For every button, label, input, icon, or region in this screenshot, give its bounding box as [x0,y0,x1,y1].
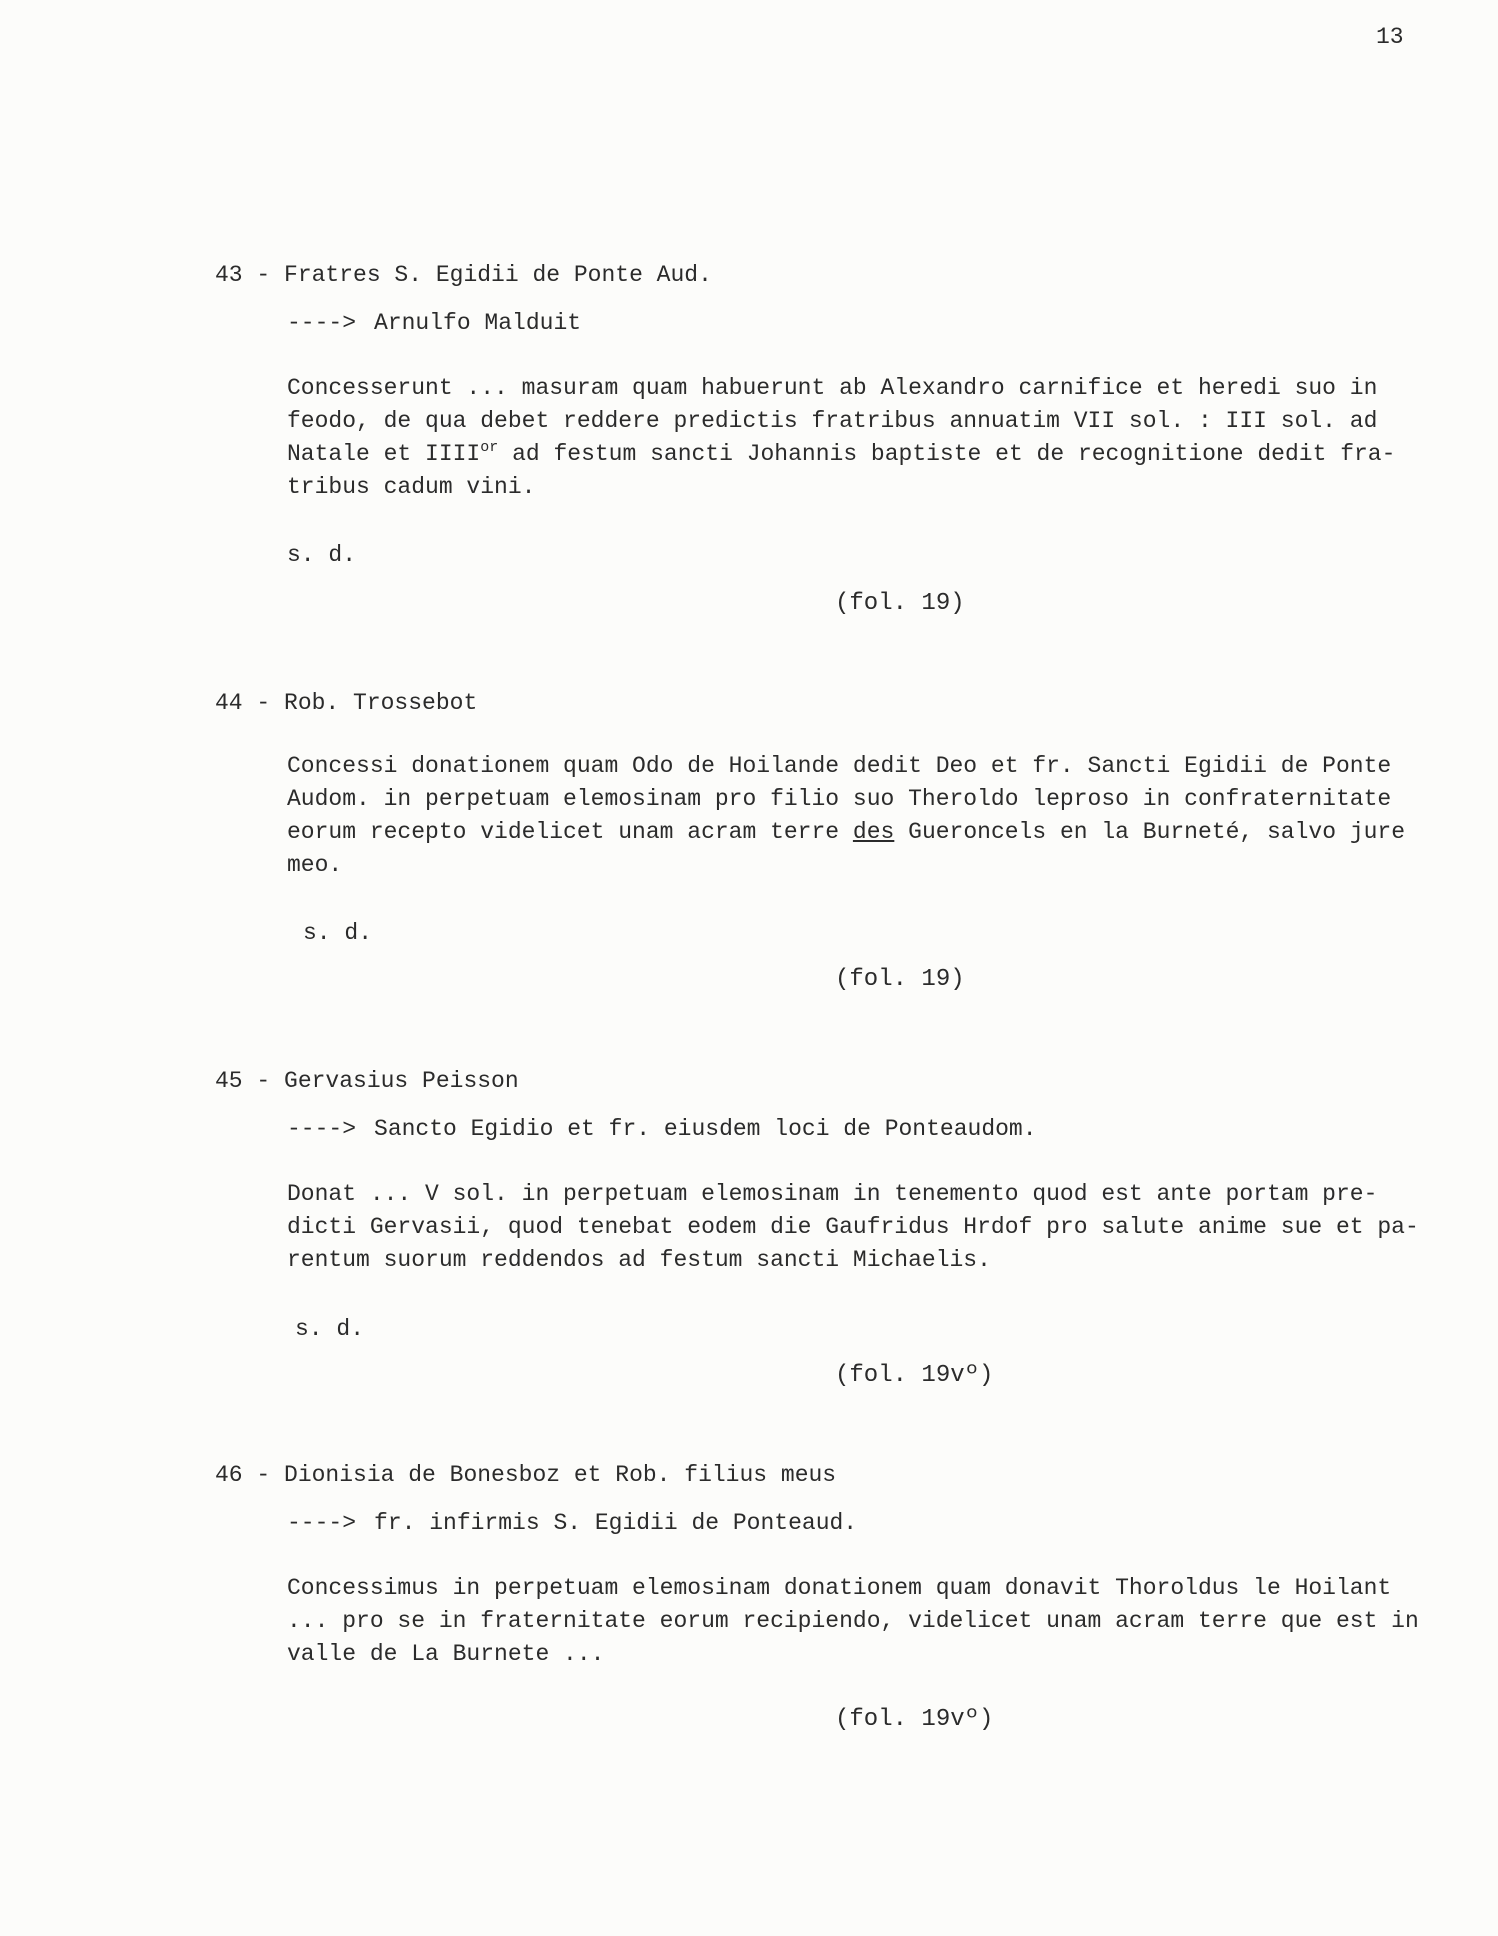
text-line: valle de La Burnete ... [287,1641,605,1667]
entry-date: s. d. [295,1316,365,1342]
text-line: eorum recepto videlicet unam acram terre des Gueroncels en la Burneté, salvo jure [287,819,1406,845]
entry-text [287,372,1467,504]
entry-date: s. d. [287,542,357,568]
text-line: feodo, de qua debet reddere predictis fratribus annuatim VII sol. : III sol. ad [287,408,1378,434]
text-line: Donat ... V sol. in perpetuam elemosinam in tenemento quod est ante portam pre- [287,1181,1378,1207]
entry-text [287,1178,1467,1277]
page-number: 13 [1376,24,1404,50]
entry-text [287,750,1467,882]
arrow-icon: ----> [287,1510,357,1536]
entry-text [287,1572,1467,1671]
folio-reference: (fol. 19vº) [835,1706,994,1733]
recipient-name: Sancto Egidio et fr. eiusdem loci de Ponteaudom. [374,1116,1037,1142]
recipient-name: Arnulfo Malduit [374,310,582,336]
entry-heading: 44 - Rob. Trossebot [215,690,478,716]
underlined-word: des [852,819,895,845]
entry-recipient [287,1116,1037,1142]
text-line: Concessi donationem quam Odo de Hoilande dedit Deo et fr. Sancti Egidii de Ponte [287,753,1392,779]
recipient-name: fr. infirmis S. Egidii de Ponteaud. [374,1510,858,1536]
folio-reference: (fol. 19vº) [835,1362,994,1389]
entry-recipient [287,1510,857,1536]
entry-heading: 43 - Fratres S. Egidii de Ponte Aud. [215,262,712,288]
entry-recipient [287,310,581,336]
folio-reference: (fol. 19) [835,590,965,617]
entry-date: s. d. [303,920,373,946]
text-line: ... pro se in fraternitate eorum recipiendo, videlicet unam acram terre que est in [287,1608,1419,1634]
entry-heading: 46 - Dionisia de Bonesboz et Rob. filius meus [215,1462,837,1488]
text-line: tribus cadum vini. [287,474,536,500]
text-line: rentum suorum reddendos ad festum sancti Michaelis. [287,1247,991,1273]
text-line: dicti Gervasii, quod tenebat eodem die Gaufridus Hrdof pro salute anime sue et pa- [287,1214,1419,1240]
text-line: meo. [287,852,343,878]
text-line: Concesserunt ... masuram quam habuerunt ab Alexandro carnifice et heredi suo in [287,375,1378,401]
arrow-icon: ----> [287,310,357,336]
entry-heading: 45 - Gervasius Peisson [215,1068,519,1094]
folio-reference: (fol. 19) [835,966,965,993]
superscript: or [480,439,499,456]
text-line: Concessimus in perpetuam elemosinam donationem quam donavit Thoroldus le Hoilant [287,1575,1392,1601]
text-line: Natale et $IIII^{or}$ ad festum sancti Johannis baptiste et de recognitione dedit fra- [287,439,1396,467]
text-line: Audom. in perpetuam elemosinam pro filio suo Theroldo leproso in confraternitate [287,786,1392,812]
arrow-icon: ----> [287,1116,357,1142]
